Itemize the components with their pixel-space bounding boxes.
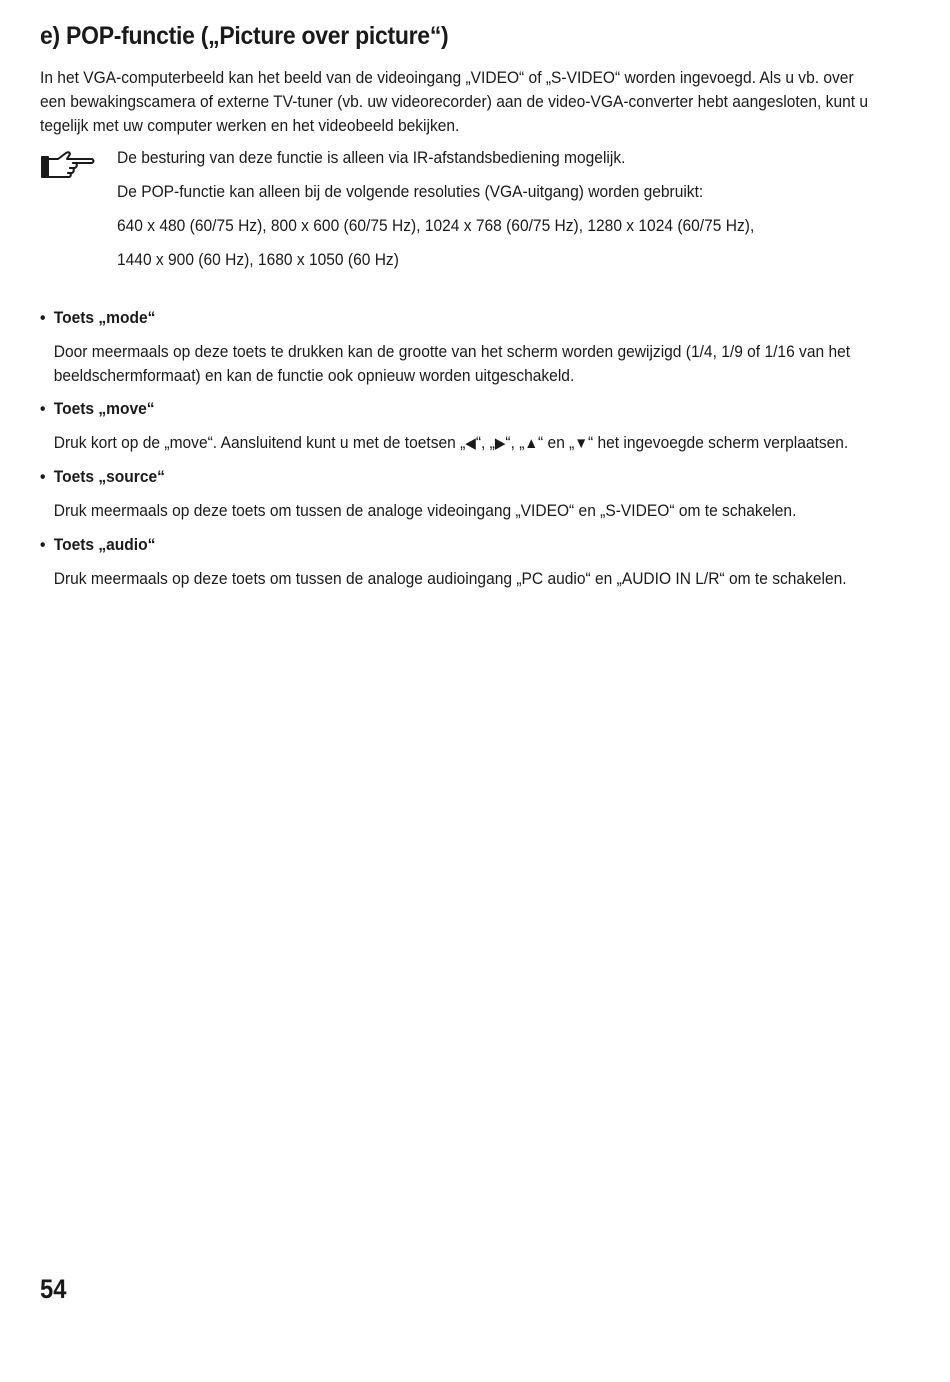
key-description: Door meermaals op deze toets te drukken kan de grootte van het scherm worden gewijzigd (1/4, 1/9 of 1/16 van het beeldschermformaat) en kan de functie ook opnieuw worden uitgeschakeld. xyxy=(53,342,851,385)
bullet: • xyxy=(40,399,46,418)
desc-text: “, „ xyxy=(475,433,495,452)
key-title-text: Toets „mode“ xyxy=(53,308,156,327)
note-line: 640 x 480 (60/75 Hz), 800 x 600 (60/75 Hz), 1024 x 768 (60/75 Hz), 1280 x 1024 (60/75 Hz), xyxy=(117,216,755,235)
key-description: Druk meermaals op deze toets om tussen de analoge audioingang „PC audio“ en „AUDIO IN L/R“ om te schakelen. xyxy=(53,569,847,588)
arrow-up-icon: ▲ xyxy=(524,435,539,452)
intro-paragraph xyxy=(40,66,873,138)
key-title xyxy=(40,306,873,330)
bullet: • xyxy=(40,535,46,554)
desc-text: “ en „ xyxy=(538,433,575,452)
note-block xyxy=(117,146,904,282)
section-heading: e) POP-functie („Picture over picture“) xyxy=(40,22,449,50)
note-line: 1440 x 900 (60 Hz), 1680 x 1050 (60 Hz) xyxy=(117,250,399,269)
key-description: Druk meermaals op deze toets om tussen de analoge videoingang „VIDEO“ en „S-VIDEO“ om te schakelen. xyxy=(53,501,797,520)
pointing-hand-icon xyxy=(40,148,96,182)
arrow-down-icon: ▼ xyxy=(574,435,588,452)
key-title xyxy=(40,465,873,489)
key-title xyxy=(40,397,873,421)
intro-text: In het VGA-computerbeeld kan het beeld van de videoingang „VIDEO“ of „S-VIDEO“ worden ingevoegd. Als u vb. over een bewakingscamera of externe TV-tuner (vb. uw videorecorder) aan de video-VGA-converter hebt aangesloten, kunt u tegelijk met uw computer werken en het videobeeld bekijken. xyxy=(40,68,869,135)
key-title xyxy=(40,533,873,557)
key-title-text: Toets „move“ xyxy=(53,399,155,418)
key-title-text: Toets „audio“ xyxy=(53,535,156,554)
key-mode-item xyxy=(40,306,873,388)
page-number: 54 xyxy=(40,1274,67,1304)
note-line: De besturing van deze functie is alleen via IR-afstandsbediening mogelijk. xyxy=(117,148,626,167)
arrow-left-icon: ◀ xyxy=(465,435,476,452)
bullet: • xyxy=(40,467,46,486)
arrow-right-icon: ▶ xyxy=(494,435,506,452)
key-title-text: Toets „source“ xyxy=(53,467,165,486)
desc-text: “, „ xyxy=(505,433,525,452)
desc-text: Druk kort op de „move“. Aansluitend kunt u met de toetsen „ xyxy=(53,433,466,452)
note-line: De POP-functie kan alleen bij de volgende resoluties (VGA-uitgang) worden gebruikt: xyxy=(117,182,704,201)
key-audio-item xyxy=(40,533,873,591)
key-move-item xyxy=(40,397,873,456)
desc-text: “ het ingevoegde scherm verplaatsen. xyxy=(587,433,849,452)
bullet: • xyxy=(40,308,46,327)
key-description xyxy=(54,431,873,456)
key-source-item xyxy=(40,465,873,523)
